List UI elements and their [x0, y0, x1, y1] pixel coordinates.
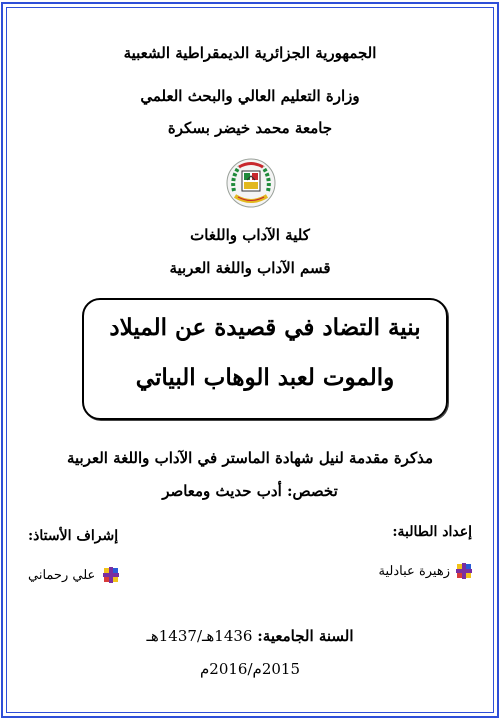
student-name: زهيرة عبادلية	[378, 563, 450, 579]
university-seal-icon	[225, 156, 277, 210]
faculty-name: كلية الآداب واللغات	[190, 226, 310, 244]
specialization	[0, 482, 500, 500]
bullet-icon	[103, 567, 119, 583]
academic-year-label: السنة الجامعية:	[257, 627, 354, 645]
bullet-icon	[456, 563, 472, 579]
student-label: إعداد الطالبة:	[392, 524, 472, 540]
student-entry	[379, 563, 472, 579]
supervisor-label: إشراف الأستاذ:	[28, 528, 119, 544]
ministry-heading: وزارة التعليم العالي والبحث العلمي	[140, 87, 360, 105]
academic-year-hijri-value: 1436هـ/1437هـ	[146, 627, 253, 645]
thesis-title-line-1: بنية التضاد في قصيدة عن الميلاد	[109, 314, 421, 341]
republic-heading: الجمهورية الجزائرية الديمقراطية الشعبية	[123, 44, 377, 62]
supervisor-entry	[28, 567, 119, 583]
academic-year-gregorian-value: 2015م/2016م	[199, 660, 300, 678]
specialization-label: تخصص:	[287, 482, 338, 500]
academic-year-hijri	[0, 627, 500, 645]
department-name: قسم الآداب واللغة العربية	[169, 259, 331, 277]
academic-year-gregorian	[0, 660, 500, 678]
thesis-purpose: مذكرة مقدمة لنيل شهادة الماستر في الآداب واللغة العربية	[66, 449, 434, 467]
specialization-value: أدب حديث ومعاصر	[162, 482, 282, 500]
thesis-title-box	[82, 298, 448, 420]
supervisor-name: علي رحماني	[28, 567, 96, 583]
thesis-title-line-2: والموت لعبد الوهاب البياتي	[135, 364, 395, 391]
university-heading: جامعة محمد خيضر بسكرة	[167, 119, 333, 137]
